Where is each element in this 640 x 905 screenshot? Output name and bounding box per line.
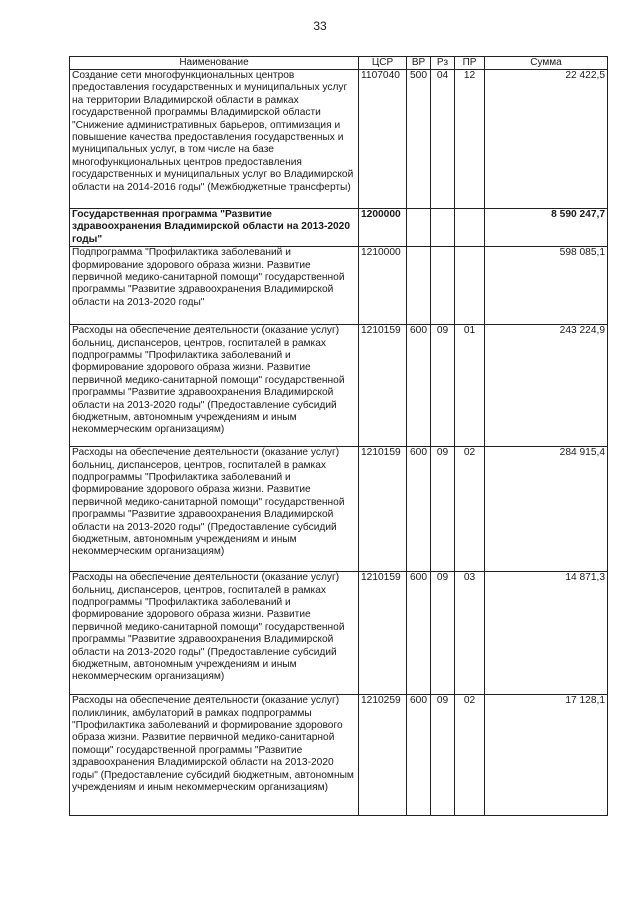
row-sum: 8 590 247,7 bbox=[485, 209, 608, 247]
table-header-row bbox=[70, 57, 608, 70]
row-pr: 03 bbox=[455, 572, 485, 695]
table-row bbox=[70, 572, 608, 695]
row-rz: 09 bbox=[431, 447, 455, 572]
row-vr: 600 bbox=[407, 572, 431, 695]
row-csr: 1210159 bbox=[359, 572, 407, 695]
header-rz: Рз bbox=[431, 57, 455, 70]
header-pr: ПР bbox=[455, 57, 485, 70]
row-name: Расходы на обеспечение деятельности (оказание услуг) больниц, диспансеров, центров, госпиталей в рамках подпрограммы "Профилактика заболеваний и формирование здорового образа жизни. Развитие первичной медико-санитарной помощи" государственной программы "Развитие здравоохранения Владимирской области на 2013-2020 годы" (Предоставление субсидий бюджетным, автономным учреждениям и иным некоммерческим организациям) bbox=[70, 325, 359, 447]
row-pr bbox=[455, 209, 485, 247]
row-csr: 1107040 bbox=[359, 70, 407, 209]
header-sum: Сумма bbox=[485, 57, 608, 70]
header-name: Наименование bbox=[70, 57, 359, 70]
row-csr: 1210259 bbox=[359, 695, 407, 816]
table-row bbox=[70, 70, 608, 209]
row-pr: 01 bbox=[455, 325, 485, 447]
row-name: Расходы на обеспечение деятельности (оказание услуг) больниц, диспансеров, центров, госпиталей в рамках подпрограммы "Профилактика заболеваний и формирование здорового образа жизни. Развитие первичной медико-санитарной помощи" государственной программы "Развитие здравоохранения Владимирской области на 2013-2020 годы" (Предоставление субсидий бюджетным, автономным учреждениям и иным некоммерческим организациям) bbox=[70, 572, 359, 695]
row-rz bbox=[431, 247, 455, 325]
row-csr: 1200000 bbox=[359, 209, 407, 247]
row-rz bbox=[431, 209, 455, 247]
table-row bbox=[70, 447, 608, 572]
row-pr bbox=[455, 247, 485, 325]
row-vr bbox=[407, 247, 431, 325]
table-row bbox=[70, 695, 608, 816]
row-pr: 02 bbox=[455, 447, 485, 572]
row-csr: 1210000 bbox=[359, 247, 407, 325]
row-csr: 1210159 bbox=[359, 325, 407, 447]
row-pr: 02 bbox=[455, 695, 485, 816]
row-rz: 04 bbox=[431, 70, 455, 209]
row-pr: 12 bbox=[455, 70, 485, 209]
header-vr: ВР bbox=[407, 57, 431, 70]
row-csr: 1210159 bbox=[359, 447, 407, 572]
row-rz: 09 bbox=[431, 572, 455, 695]
row-sum: 22 422,5 bbox=[485, 70, 608, 209]
row-sum: 17 128,1 bbox=[485, 695, 608, 816]
table-row bbox=[70, 325, 608, 447]
row-vr bbox=[407, 209, 431, 247]
row-rz: 09 bbox=[431, 325, 455, 447]
page-number: 33 bbox=[313, 19, 327, 33]
row-vr: 600 bbox=[407, 447, 431, 572]
table-row bbox=[70, 209, 608, 247]
header-csr: ЦСР bbox=[359, 57, 407, 70]
row-name: Государственная программа "Развитие здравоохранения Владимирской области на 2013-2020 годы" bbox=[70, 209, 359, 247]
row-rz: 09 bbox=[431, 695, 455, 816]
row-vr: 500 bbox=[407, 70, 431, 209]
row-sum: 243 224,9 bbox=[485, 325, 608, 447]
row-name: Создание сети многофункциональных центров предоставления государственных и муниципальных услуг на территории Владимирской области в рамках государственной программы Владимирской области "Снижение административных барьеров, оптимизация и повышение качества предоставления государственных и муниципальных услуг, в том числе на базе многофункциональных центров предоставления государственных и муниципальных услуг во Владимирской области на 2014-2016 годы" (Межбюджетные трансферты) bbox=[70, 70, 359, 209]
row-vr: 600 bbox=[407, 325, 431, 447]
row-name: Расходы на обеспечение деятельности (оказание услуг) больниц, диспансеров, центров, госпиталей в рамках подпрограммы "Профилактика заболеваний и формирование здорового образа жизни. Развитие первичной медико-санитарной помощи" государственной программы "Развитие здравоохранения Владимирской области на 2013-2020 годы" (Предоставление субсидий бюджетным, автономным учреждениям и иным некоммерческим организациям) bbox=[70, 447, 359, 572]
row-sum: 598 085,1 bbox=[485, 247, 608, 325]
row-sum: 284 915,4 bbox=[485, 447, 608, 572]
row-name: Подпрограмма "Профилактика заболеваний и формирование здорового образа жизни. Развитие первичной медико-санитарной помощи" государственной программы "Развитие здравоохранения Владимирской области на 2013-2020 годы" bbox=[70, 247, 359, 325]
row-name: Расходы на обеспечение деятельности (оказание услуг) поликлиник, амбулаторий в рамках подпрограммы "Профилактика заболеваний и формирование здорового образа жизни. Развитие первичной медико-санитарной помощи" государственной программы "Развитие здравоохранения Владимирской области на 2013-2020 годы" (Предоставление субсидий бюджетным, автономным учреждениям и иным некоммерческим организациям) bbox=[70, 695, 359, 816]
table-row bbox=[70, 247, 608, 325]
budget-table bbox=[69, 56, 608, 816]
row-vr: 600 bbox=[407, 695, 431, 816]
row-sum: 14 871,3 bbox=[485, 572, 608, 695]
